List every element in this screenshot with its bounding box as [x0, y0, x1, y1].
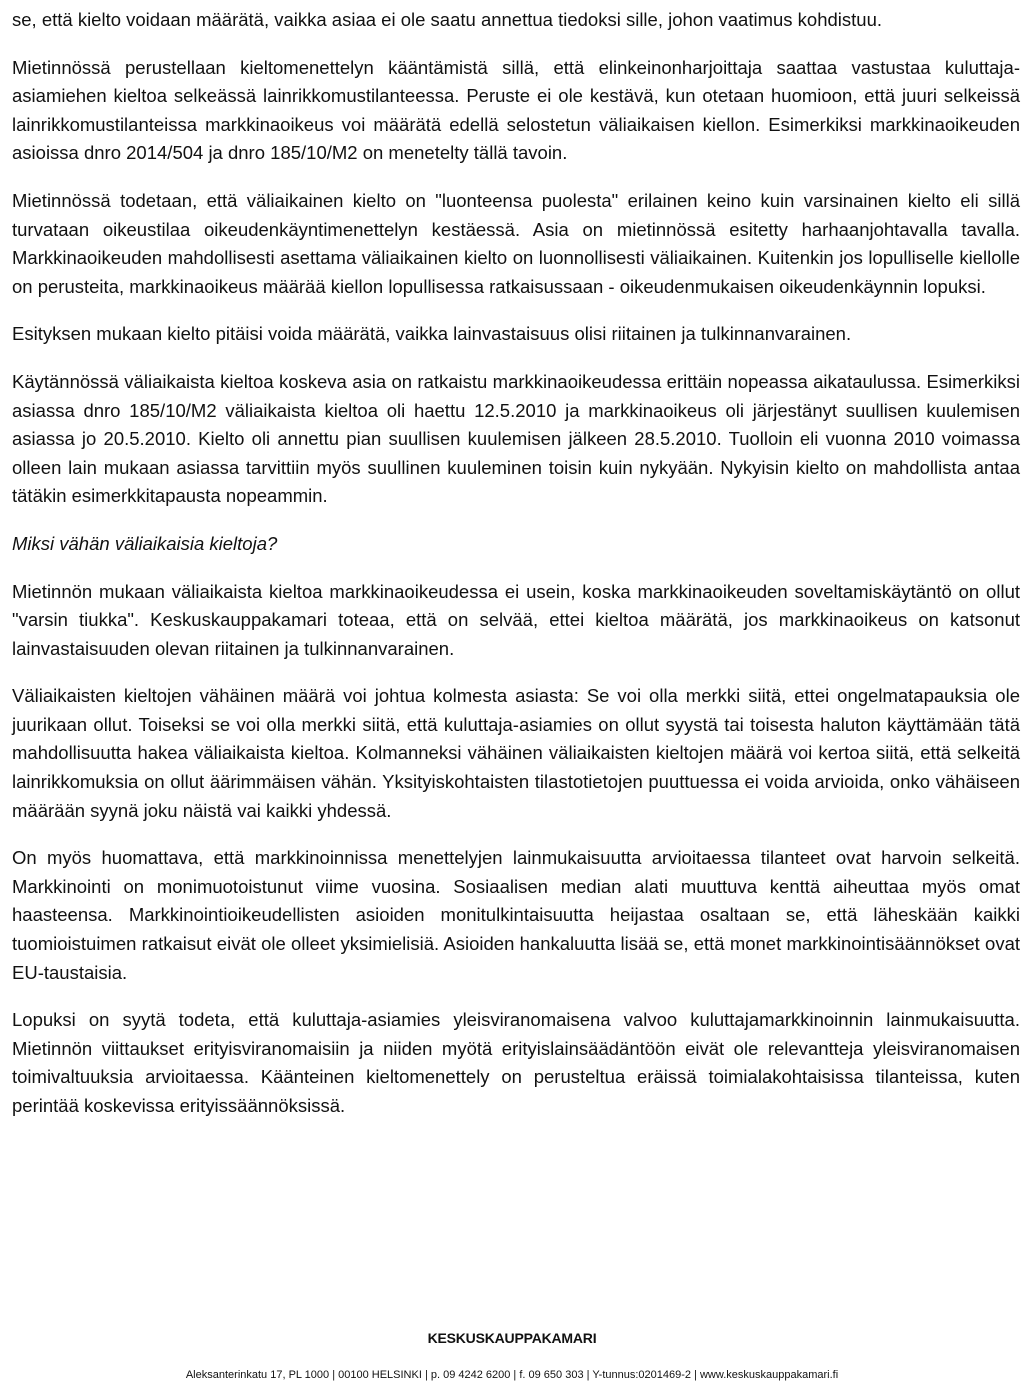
document-body: [12, 6, 1020, 1140]
paragraph-6: Mietinnön mukaan väliaikaista kieltoa markkinaoikeudessa ei usein, koska markkinaoikeuden soveltamiskäytäntö on ollut "varsin tiukka". Keskuskauppakamari toteaa, että on selvää, ettei kieltoa määrätä, jos markkinaoikeus on katsonut lainvastaisuuden olevan riitainen ja tulkinnanvarainen.: [12, 580, 1020, 659]
paragraph-7: Väliaikaisten kieltojen vähäinen määrä voi johtua kolmesta asiasta: Se voi olla merkki siitä, ettei ongelmatapauksia ole juurikaan ollut. Toiseksi se voi olla merkki siitä, että kuluttaja-asiamies on ollut syystä tai toisesta haluton käyttämään tätä mahdollisuutta hakea väliaikaista kieltoa. Kolmanneksi vähäinen väliaikaisten kieltojen määrä voi kertoa siitä, että selkeitä lainrikkomuksia on ollut äärimmäisen vähän. Yksityiskohtaisten tilastotietojen puuttuessa ei voida arvioida, onko vähäiseen määrään syynä joku näistä vai kaikki yhdessä.: [12, 685, 1020, 821]
footer-organization-name: KESKUSKAUPPAKAMARI: [427, 1330, 597, 1346]
paragraph-1: se, että kielto voidaan määrätä, vaikka asiaa ei ole saatu annettua tiedoksi sille, johon vaatimus kohdistuu.: [12, 9, 883, 30]
paragraph-5: Käytännössä väliaikaista kieltoa koskeva asia on ratkaistu markkinaoikeudessa erittäin nopeassa aikataulussa. Esimerkiksi asiassa dnro 185/10/M2 väliaikaista kieltoa oli haettu 12.5.2010 ja markkinaoikeus oli järjestänyt suullisen kuulemisen asiassa jo 20.5.2010. Kielto oli annettu pian suullisen kuulemisen jälkeen 28.5.2010. Tuolloin eli vuonna 2010 voimassa olleen lain mukaan asiassa tarvittiin myös suullinen kuuleminen toisin kuin nykyään. Nykyisin kielto on mahdollista antaa tätäkin esimerkkitapausta nopeammin.: [12, 370, 1020, 507]
paragraph-3: Mietinnössä todetaan, että väliaikainen kielto on "luonteensa puolesta" erilainen keino kuin varsinainen kielto eli sillä turvataan oikeustilaa oikeudenkäyntimenettelyn kestäessä. Asia on mietinnössä esitetty harhaanjohtavalla tavalla. Markkinaoikeuden mahdollisesti asettama väliaikainen kielto on luonnollisesti väliaikainen. Kuitenkin jos lopulliselle kiellolle on perusteita, markkinaoikeus määrää kiellon lopullisessa ratkaisussaan - oikeudenmukaisen oikeudenkäynnin lopuksi.: [12, 189, 1020, 297]
paragraph-8: On myös huomattava, että markkinoinnissa menettelyjen lainmukaisuutta arvioitaessa tilanteet ovat harvoin selkeitä. Markkinointi on monimuotoistunut viime vuosina. Sosiaalisen median alati muuttuva kenttä aiheuttaa myös omat haasteensa. Markkinointioikeudellisten asioiden monitulkintaisuutta heijastaa osaltaan se, että läheskään kaikki tuomioistuimen ratkaisut eivät ole olleet yksimielisiä. Asioiden hankaluutta lisää se, että monet markkinointisäännökset ovat EU-taustaisia.: [12, 847, 1020, 983]
footer-contact-info: Aleksanterinkatu 17, PL 1000 | 00100 HELSINKI | p. 09 4242 6200 | f. 09 650 303 | Y-tunnus:0201469-2 | www.keskuskauppakamari.fi: [185, 1369, 839, 1381]
paragraph-2: Mietinnössä perustellaan kieltomenettelyn kääntämistä sillä, että elinkeinonharjoittaja saattaa vastustaa kuluttaja-asiamiehen kieltoa selkeässä lainrikkomustilanteessa. Peruste ei ole kestävä, kun otetaan huomioon, että juuri selkeissä lainrikkomustilanteissa markkinaoikeus voi määrätä edellä selostetun väliaikaisen kiellon. Esimerkiksi markkinaoikeuden asioissa dnro 2014/504 ja dnro 185/10/M2 on menetelty tällä tavoin.: [12, 56, 1020, 164]
section-heading: Miksi vähän väliaikaisia kieltoja?: [12, 532, 278, 554]
paragraph-9: Lopuksi on syytä todeta, että kuluttaja-asiamies yleisviranomaisena valvoo kuluttajamarkkinoinnin lainmukaisuutta. Mietinnön viittaukset erityisviranomaisiin ja niiden myötä erityislainsäädäntöön eivät ole relevantteja yleisviranomaisen toimivaltuuksia arvioitaessa. Käänteinen kieltomenettely on perusteltua eräissä toimialakohtaisissa tilanteissa, kuten perintää koskevissa erityissäännöksissä.: [12, 1009, 1020, 1116]
paragraph-4: Esityksen mukaan kielto pitäisi voida määrätä, vaikka lainvastaisuus olisi riitainen ja tulkinnanvarainen.: [12, 323, 852, 345]
